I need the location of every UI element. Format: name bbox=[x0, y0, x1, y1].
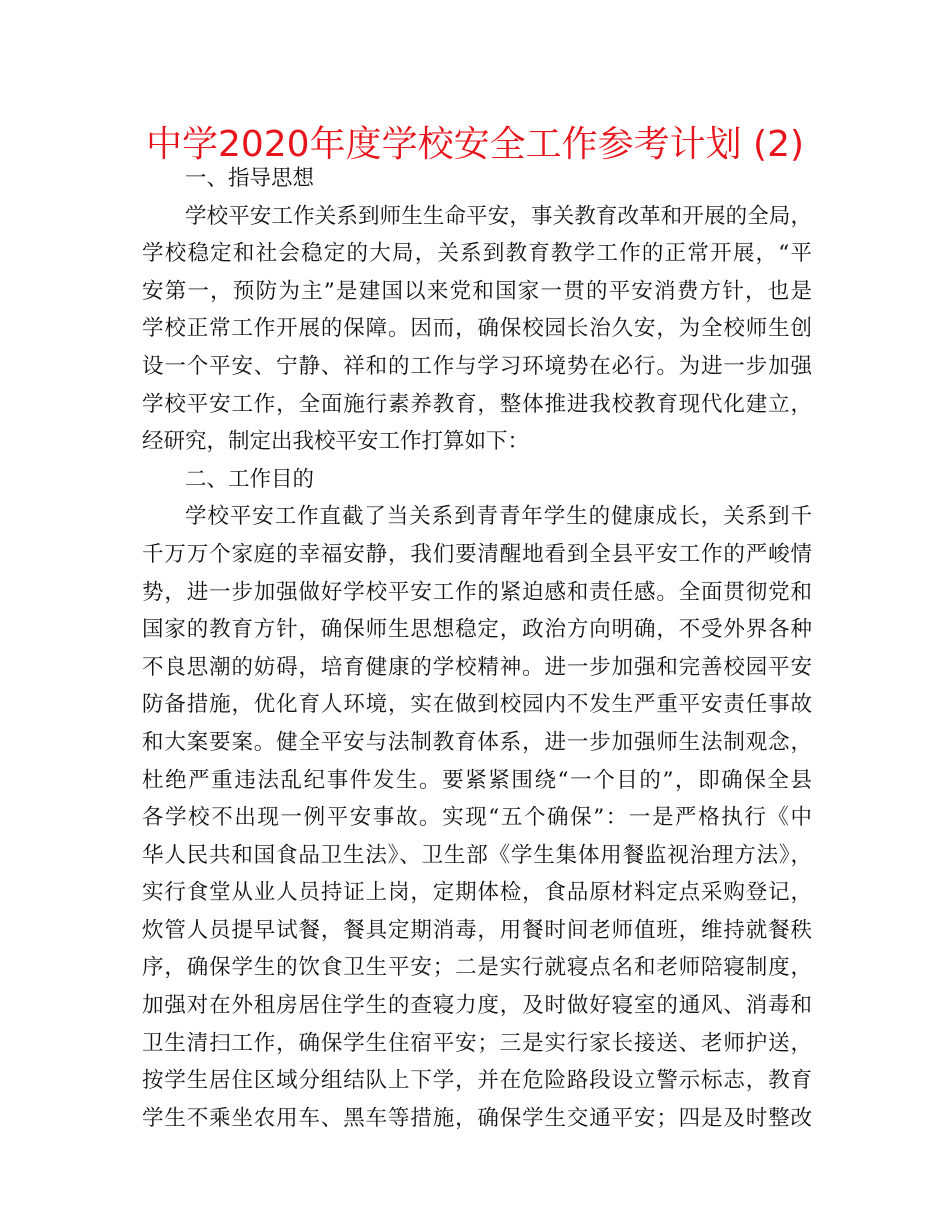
paragraph-line: 学校正常工作开展的保障。因而，确保校园长治久安，为全校师生创 bbox=[142, 316, 812, 342]
paragraph-line: 杜绝严重违法乱纪事件发生。要紧紧围绕“一个目的”，即确保全县 bbox=[142, 767, 812, 793]
paragraph-line: 设一个平安、宁静、祥和的工作与学习环境势在必行。为进一步加强 bbox=[142, 353, 812, 379]
paragraph-line: 序，确保学生的饮食卫生平安；二是实行就寝点名和老师陪寝制度， bbox=[142, 955, 812, 981]
section-heading: 二、工作目的 bbox=[185, 466, 315, 492]
paragraph-line: 华人民共和国食品卫生法》、卫生部《学生集体用餐监视治理方法》， bbox=[142, 842, 812, 868]
paragraph-line: 按学生居住区域分组结队上下学，并在危险路段设立警示标志，教育 bbox=[142, 1068, 812, 1094]
paragraph-line: 各学校不出现一例平安事故。实现“五个确保”：一是严格执行《中 bbox=[142, 805, 812, 831]
paragraph-line: 经研究，制定出我校平安工作打算如下： bbox=[142, 429, 530, 455]
paragraph-line: 加强对在外租房居住学生的查寝力度，及时做好寝室的通风、消毒和 bbox=[142, 993, 812, 1019]
paragraph-line: 卫生清扫工作，确保学生住宿平安；三是实行家长接送、老师护送， bbox=[142, 1030, 812, 1056]
paragraph-line: 学生不乘坐农用车、黑车等措施，确保学生交通平安；四是及时整改 bbox=[142, 1105, 812, 1131]
paragraph-line: 学校平安工作，全面施行素养教育，整体推进我校教育现代化建立， bbox=[142, 391, 812, 417]
paragraph-line: 炊管人员提早试餐，餐具定期消毒，用餐时间老师值班，维持就餐秩 bbox=[142, 917, 812, 943]
paragraph-line: 安第一，预防为主”是建国以来党和国家一贯的平安消费方针，也是 bbox=[142, 278, 812, 304]
paragraph-line: 不良思潮的妨碍，培育健康的学校精神。进一步加强和完善校园平安 bbox=[142, 654, 812, 680]
document-title: 中学2020年度学校安全工作参考计划 (2) bbox=[145, 124, 805, 165]
section-heading: 一、指导思想 bbox=[185, 166, 315, 191]
document-body bbox=[142, 160, 812, 1137]
paragraph-line: 学校稳定和社会稳定的大局，关系到教育教学工作的正常开展，“平 bbox=[142, 241, 812, 267]
paragraph-line: 学校平安工作直截了当关系到青青年学生的健康成长，关系到千 bbox=[185, 504, 812, 530]
paragraph-line: 实行食堂从业人员持证上岗，定期体检，食品原材料定点采购登记， bbox=[142, 880, 812, 906]
paragraph-line: 国家的教育方针，确保师生思想稳定，政治方向明确，不受外界各种 bbox=[142, 617, 812, 643]
paragraph-line: 学校平安工作关系到师生生命平安，事关教育改革和开展的全局， bbox=[185, 203, 812, 229]
paragraph-line: 势，进一步加强做好学校平安工作的紧迫感和责任感。全面贯彻党和 bbox=[142, 579, 812, 605]
paragraph-line: 和大案要案。健全平安与法制教育体系，进一步加强师生法制观念， bbox=[142, 729, 812, 755]
paragraph-line: 千万万个家庭的幸福安静，我们要清醒地看到全县平安工作的严峻情 bbox=[142, 541, 812, 567]
paragraph-line: 防备措施，优化育人环境，实在做到校园内不发生严重平安责任事故 bbox=[142, 692, 812, 718]
